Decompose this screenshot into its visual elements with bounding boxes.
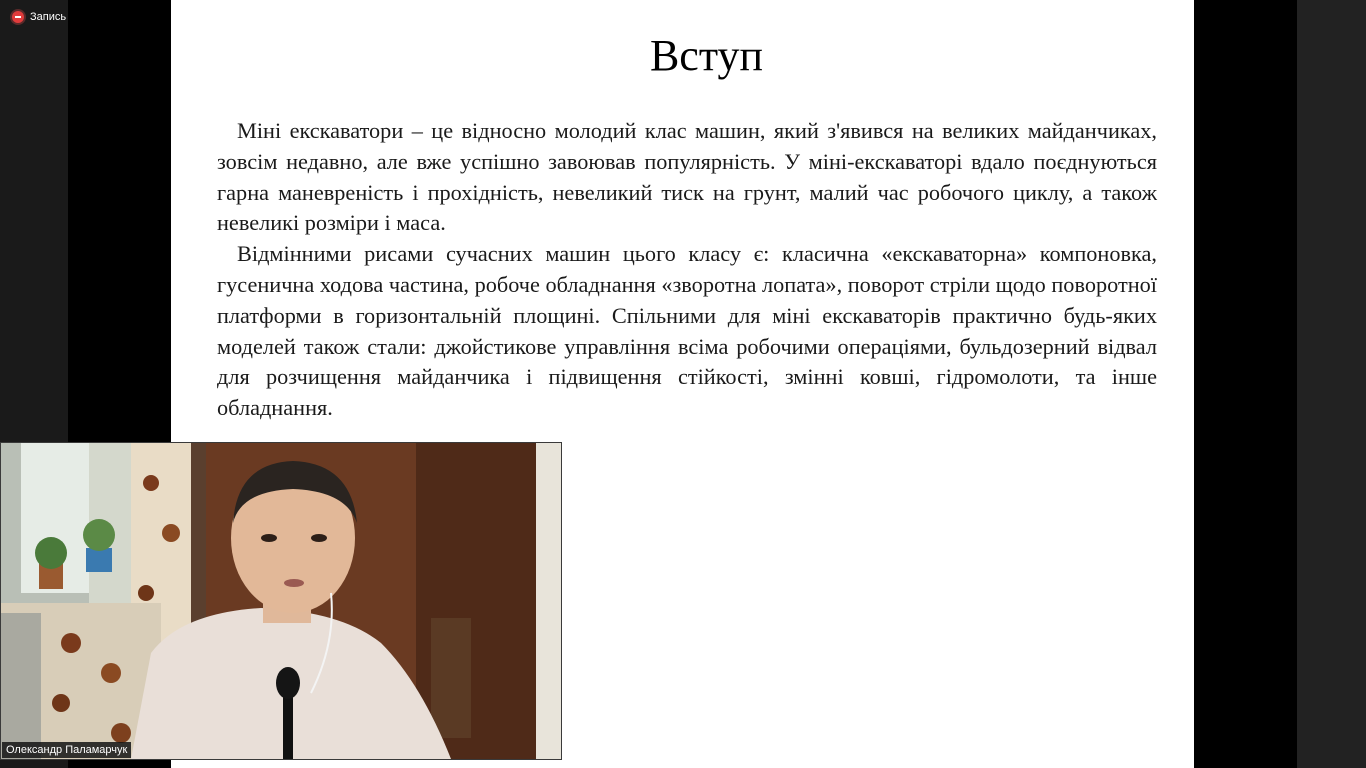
slide-paragraph-1: Міні екскаватори – це відносно молодий клас машин, який з'явився на великих майданчиках, зовсім недавно, але вже успішно завоював популярність. У міні-екскаваторі вдало поєднуються гарна маневреність і прохідність, невеликий тиск на грунт, малий час робочого циклу, а також невеликі розміри і маса. [217,118,1157,236]
slide-title: Вступ [649,31,764,80]
recording-label: Запись [30,11,67,23]
video-feed [1,443,561,759]
record-icon [12,11,24,23]
right-panel [1297,0,1366,768]
recording-indicator[interactable] [12,11,66,23]
participant-name: Олександр Паламарчук [2,742,131,758]
slide-body [217,116,1157,424]
slide-paragraph-2: Відмінними рисами сучасних машин цього класу є: класична «екскаваторна» компоновка, гусенична ходова частина, робоче обладнання «зворотна лопата», поворот стріли щодо поворотної платформи в горизонтальній площині. Спільними для міні екскаваторів практично будь-яких моделей також стали: джойстикове управління всіма робочими операціями, бульдозерний відвал для розчищення майданчика і підвищення стійкості, змінні ковші, гідромолоти, та інше обладнання. [217,241,1157,421]
participant-video[interactable] [0,442,562,760]
